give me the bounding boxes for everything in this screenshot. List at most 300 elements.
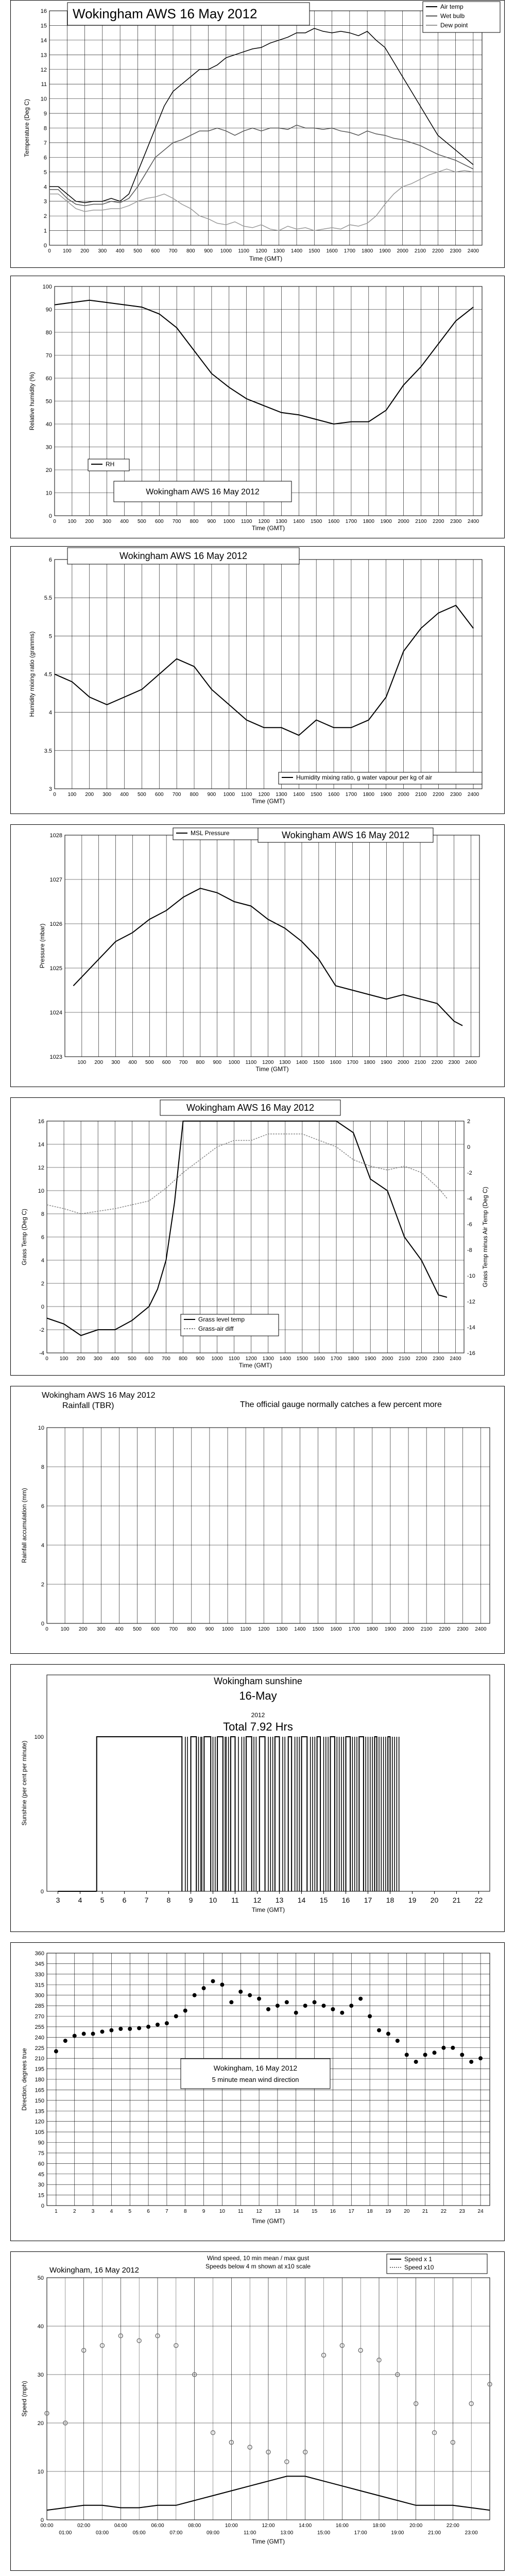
y-tick-label: 16	[38, 1118, 44, 1125]
x-tick-label: 2300	[450, 792, 462, 798]
x-tick-label: 500	[127, 1356, 136, 1362]
x-tick-label: 2200	[431, 1060, 443, 1065]
x-tick-label: 900	[196, 1356, 204, 1362]
x-axis-label: Time (GMT)	[255, 1065, 289, 1073]
x-tick-label: 1600	[328, 519, 340, 524]
pressure-chart-panel	[10, 824, 505, 1087]
y-tick-label: 195	[35, 2066, 44, 2073]
x-tick-label: 700	[169, 1626, 178, 1632]
y-right-tick-label: -10	[467, 1273, 475, 1279]
wind-speed-chart-panel	[10, 2251, 505, 2571]
x-tick-label: 1000	[228, 1060, 240, 1065]
y-tick-label: 1026	[49, 921, 62, 927]
y-right-axis-label: Grass Temp minus Air Temp (Deg C)	[482, 1187, 489, 1287]
y-tick-label: 5	[48, 633, 52, 640]
x-tick-label: 1000	[220, 248, 232, 254]
y-right-tick-label: -14	[467, 1325, 475, 1331]
x-tick-label: 400	[128, 1060, 137, 1065]
legend-entry: Grass-air diff	[198, 1325, 234, 1332]
y-tick-label: 5.5	[44, 595, 52, 602]
x-tick-label: 02:00	[77, 2523, 91, 2529]
x-tick-label: 1400	[296, 1060, 308, 1065]
y-tick-label: 180	[35, 2077, 44, 2083]
y-tick-label: 4	[48, 709, 52, 716]
chart-subtitle: Speeds below 4 m shown at x10 scale	[205, 2263, 311, 2270]
x-tick-label: 21:00	[427, 2530, 441, 2536]
x-tick-label: 0	[48, 248, 51, 254]
y-tick-label: 70	[45, 352, 52, 359]
x-tick-label: 4	[78, 1896, 82, 1904]
x-tick-label: 14:00	[299, 2523, 312, 2529]
y-tick-label: 14	[38, 1142, 44, 1148]
x-tick-label: 5	[128, 2209, 132, 2214]
data-point	[460, 2053, 464, 2057]
y-tick-label: 80	[45, 330, 52, 336]
x-tick-label: 700	[172, 792, 181, 798]
x-tick-label: 3	[91, 2209, 95, 2214]
x-tick-label: 1500	[296, 1356, 308, 1362]
y-tick-label: 14	[40, 37, 47, 44]
x-tick-label: 2100	[414, 1060, 426, 1065]
x-tick-label: 2200	[433, 792, 444, 798]
x-tick-label: 1100	[245, 1060, 257, 1065]
data-point	[118, 2027, 123, 2031]
x-tick-label: 700	[162, 1356, 170, 1362]
data-point	[405, 2053, 409, 2057]
x-tick-label: 1300	[276, 519, 287, 524]
y-axis-label: Relative humidity (%)	[28, 371, 36, 431]
x-tick-label: 13	[274, 2209, 281, 2214]
data-point	[469, 2060, 473, 2064]
x-tick-label: 17:00	[354, 2530, 367, 2536]
y-axis-label: Temperature (Deg C)	[23, 99, 30, 157]
x-tick-label: 2000	[382, 1356, 393, 1362]
y-tick-label: 100	[42, 284, 52, 290]
x-tick-label: 1800	[363, 519, 374, 524]
x-tick-label: 7	[144, 1896, 149, 1904]
y-tick-label: 40	[37, 2324, 44, 2330]
x-tick-label: 1700	[347, 1060, 358, 1065]
chart-title: Wokingham AWS 16 May 2012	[186, 1103, 315, 1113]
y-tick-label: 60	[45, 376, 52, 382]
chart-title: Wokingham AWS 16 May 2012	[119, 551, 248, 561]
data-point	[109, 2028, 113, 2032]
plot-area	[47, 1428, 490, 1623]
y-right-tick-label: -4	[467, 1196, 472, 1202]
data-point	[238, 1990, 243, 1994]
y-tick-label: 6	[43, 155, 47, 161]
x-tick-label: 5	[100, 1896, 105, 1904]
y-axis-label: Humidity mixing ratio (gramms)	[28, 631, 36, 717]
x-tick-label: 22	[440, 2209, 447, 2214]
x-tick-label: 1800	[347, 1356, 359, 1362]
x-tick-label: 20	[404, 2209, 410, 2214]
x-tick-label: 23:00	[465, 2530, 478, 2536]
x-axis-label: Time (GMT)	[251, 798, 285, 805]
x-tick-label: 2400	[467, 519, 479, 524]
y-tick-label: 165	[35, 2087, 44, 2094]
x-tick-label: 300	[102, 792, 111, 798]
chart-subtitle: 5 minute mean wind direction	[212, 2076, 299, 2083]
y-tick-label: 150	[35, 2097, 44, 2104]
y-tick-label: 10	[38, 1425, 44, 1431]
x-tick-label: 19	[385, 2209, 391, 2214]
title-box	[181, 2059, 330, 2089]
y-tick-label: 45	[38, 2171, 44, 2178]
x-tick-label: 200	[85, 792, 94, 798]
y-tick-label: 4.5	[44, 671, 52, 678]
x-tick-label: 1	[55, 2209, 58, 2214]
x-tick-label: 1200	[258, 792, 270, 798]
x-tick-label: 1700	[345, 519, 357, 524]
y-right-tick-label: -12	[467, 1299, 475, 1305]
y-tick-label: 6	[48, 557, 52, 563]
x-tick-label: 800	[190, 792, 199, 798]
x-tick-label: 600	[151, 1626, 160, 1632]
x-tick-label: 11:00	[244, 2530, 256, 2536]
x-tick-label: 1800	[362, 248, 373, 254]
x-tick-label: 2400	[475, 1626, 487, 1632]
y-axis-label: Direction, degrees true	[21, 2048, 28, 2111]
x-tick-label: 15:00	[317, 2530, 331, 2536]
x-tick-label: 1700	[344, 248, 355, 254]
chart-title: Wokingham AWS 16 May 2012	[281, 830, 410, 840]
x-tick-label: 14	[293, 2209, 299, 2214]
y-tick-label: 9	[43, 111, 47, 117]
y-tick-label: 20	[45, 467, 52, 473]
x-axis-label: Time (GMT)	[251, 524, 285, 532]
y-tick-label: 1025	[49, 965, 62, 972]
x-tick-label: 1100	[241, 792, 252, 798]
x-tick-label: 400	[115, 1626, 124, 1632]
y-tick-label: 0	[41, 2203, 44, 2209]
data-point	[174, 2014, 178, 2019]
data-point	[313, 2000, 317, 2004]
data-point	[146, 2025, 150, 2029]
y-tick-label: 10	[37, 2469, 44, 2475]
y-tick-label: 270	[35, 2013, 44, 2020]
data-point	[276, 2004, 280, 2008]
x-tick-label: 2300	[433, 1356, 444, 1362]
x-tick-label: 900	[207, 792, 216, 798]
x-tick-label: 400	[110, 1356, 119, 1362]
x-tick-label: 19	[408, 1896, 417, 1904]
y-tick-label: 4	[43, 184, 47, 191]
data-point	[285, 2000, 289, 2004]
chart-title: Wokingham AWS 16 May 2012	[42, 1391, 156, 1400]
y-tick-label: 0	[48, 513, 52, 519]
y-tick-label: 105	[35, 2129, 44, 2136]
x-tick-label: 2300	[450, 248, 461, 254]
x-tick-label: 1500	[311, 519, 322, 524]
y-tick-label: 90	[45, 307, 52, 313]
x-tick-label: 1600	[330, 1060, 341, 1065]
x-tick-label: 1300	[276, 1626, 288, 1632]
y-axis-label: Rainfall accumulation (mm)	[21, 1488, 28, 1563]
x-tick-label: 200	[94, 1060, 104, 1065]
y-tick-label: 0	[43, 243, 47, 249]
temperature-chart	[11, 1, 504, 267]
x-tick-label: 21	[452, 1896, 461, 1904]
x-tick-label: 1900	[379, 248, 391, 254]
data-point	[156, 2023, 160, 2027]
data-point	[100, 2029, 105, 2033]
x-tick-label: 1400	[294, 1626, 306, 1632]
x-tick-label: 2400	[465, 1060, 477, 1065]
x-tick-label: 12:00	[262, 2523, 275, 2529]
plot-area	[65, 835, 479, 1057]
x-axis-label: Time (GMT)	[249, 255, 283, 262]
y-tick-label: 2	[41, 1281, 44, 1287]
chart-year: 2012	[251, 1711, 265, 1719]
x-tick-label: 1700	[345, 792, 357, 798]
y-tick-label: 2	[43, 213, 47, 220]
x-tick-label: 2300	[448, 1060, 460, 1065]
x-tick-label: 1800	[366, 1626, 378, 1632]
wind-speed-chart	[11, 2252, 504, 2570]
x-tick-label: 500	[138, 792, 146, 798]
data-point	[441, 2046, 445, 2050]
data-point	[183, 2009, 187, 2013]
x-tick-label: 300	[102, 519, 111, 524]
x-tick-label: 1500	[308, 248, 320, 254]
data-point	[266, 2007, 270, 2011]
data-point	[73, 2034, 77, 2038]
x-tick-label: 700	[168, 248, 178, 254]
x-tick-label: 1100	[238, 248, 249, 254]
x-tick-label: 20	[430, 1896, 439, 1904]
y-tick-label: 10	[40, 96, 47, 103]
x-tick-label: 800	[179, 1356, 187, 1362]
x-tick-label: 800	[190, 519, 199, 524]
rainfall-chart	[11, 1386, 504, 1653]
x-tick-label: 500	[133, 248, 142, 254]
x-tick-label: 1700	[330, 1356, 342, 1362]
x-tick-label: 11	[238, 2209, 244, 2214]
sunshine-chart-panel	[10, 1664, 505, 1932]
x-tick-label: 100	[59, 1356, 68, 1362]
x-tick-label: 09:00	[206, 2530, 220, 2536]
x-tick-label: 700	[179, 1060, 188, 1065]
chart-annotation: The official gauge normally catches a few percent more	[240, 1400, 442, 1409]
x-tick-label: 2	[73, 2209, 76, 2214]
y-right-tick-label: -16	[467, 1350, 475, 1357]
x-tick-label: 01:00	[59, 2530, 72, 2536]
legend-entry: Grass level temp	[198, 1316, 245, 1323]
x-tick-label: 100	[77, 1060, 87, 1065]
x-tick-label: 10	[209, 1896, 217, 1904]
data-point	[248, 1993, 252, 1997]
grass-temp-chart-panel	[10, 1097, 505, 1376]
y-tick-label: 6	[41, 1234, 44, 1241]
chart-title: Wokingham sunshine	[214, 1676, 302, 1686]
y-tick-label: 1023	[49, 1054, 62, 1060]
x-tick-label: 1800	[363, 792, 374, 798]
x-tick-label: 14	[297, 1896, 306, 1904]
x-tick-label: 19:00	[391, 2530, 404, 2536]
x-tick-label: 00:00	[40, 2523, 54, 2529]
x-tick-label: 1600	[328, 792, 340, 798]
y-tick-label: 255	[35, 2024, 44, 2030]
x-tick-label: 2000	[398, 1060, 409, 1065]
y-tick-label: 15	[40, 23, 47, 29]
x-tick-label: 15	[319, 1896, 328, 1904]
legend-entry: MSL Pressure	[191, 829, 230, 837]
x-tick-label: 05:00	[132, 2530, 146, 2536]
y-tick-label: 13	[40, 52, 47, 59]
x-tick-label: 1500	[311, 792, 322, 798]
y-tick-label: 20	[37, 2420, 44, 2427]
data-point	[451, 2046, 455, 2050]
y-tick-label: 8	[41, 1211, 44, 1217]
x-tick-label: 1900	[380, 792, 392, 798]
x-tick-label: 2400	[467, 248, 479, 254]
x-tick-label: 16:00	[335, 2523, 349, 2529]
y-tick-label: 1024	[49, 1010, 62, 1016]
data-point	[229, 2000, 233, 2004]
y-tick-label: -2	[39, 1327, 44, 1333]
x-tick-label: 7	[165, 2209, 168, 2214]
x-tick-label: 3	[56, 1896, 60, 1904]
x-tick-label: 18:00	[372, 2523, 386, 2529]
mixing-ratio-chart	[11, 547, 504, 814]
y-tick-label: 16	[40, 8, 47, 14]
y-tick-label: 10	[45, 490, 52, 497]
y-tick-label: 0	[41, 1304, 44, 1310]
temperature-chart-panel	[10, 0, 505, 268]
y-tick-label: 330	[35, 1971, 44, 1978]
x-tick-label: 1900	[380, 519, 392, 524]
data-point	[82, 2032, 86, 2036]
x-tick-label: 1900	[381, 1060, 392, 1065]
x-tick-label: 2200	[433, 519, 444, 524]
x-tick-label: 1600	[330, 1626, 342, 1632]
y-right-tick-label: 0	[467, 1144, 471, 1150]
y-tick-label: 0	[40, 2517, 44, 2523]
data-point	[349, 2004, 353, 2008]
data-point	[165, 2021, 169, 2025]
y-tick-label: 240	[35, 2035, 44, 2041]
x-tick-label: 1500	[313, 1060, 324, 1065]
x-tick-label: 1200	[245, 1356, 257, 1362]
x-tick-label: 1100	[241, 519, 252, 524]
x-tick-label: 2000	[402, 1626, 415, 1632]
y-tick-label: 210	[35, 2056, 44, 2062]
x-tick-label: 300	[98, 248, 107, 254]
data-point	[358, 1996, 363, 2001]
y-right-tick-label: 2	[467, 1118, 471, 1125]
legend-entry: RH	[106, 461, 115, 468]
x-tick-label: 17	[364, 1896, 372, 1904]
x-tick-label: 2000	[398, 519, 409, 524]
y-axis-label: Sunshine (per cent per minute)	[21, 1740, 28, 1826]
y-tick-label: 12	[38, 1165, 44, 1171]
x-tick-label: 1200	[262, 1060, 274, 1065]
chart-title: Wind speed, 10 min mean / max gust	[207, 2255, 310, 2262]
y-tick-label: 30	[38, 2182, 44, 2189]
humidity-chart	[11, 276, 504, 538]
mixing-ratio-chart-panel	[10, 546, 505, 814]
x-tick-label: 22:00	[446, 2523, 459, 2529]
x-tick-label: 2100	[399, 1356, 410, 1362]
y-tick-label: 315	[35, 1982, 44, 1989]
x-tick-label: 600	[145, 1356, 153, 1362]
x-tick-label: 500	[145, 1060, 154, 1065]
sunshine-chart	[11, 1665, 504, 1931]
legend-box	[387, 2254, 487, 2274]
x-tick-label: 300	[93, 1356, 102, 1362]
x-tick-label: 600	[162, 1060, 171, 1065]
y-axis-label: Grass Temp (Deg C)	[21, 1209, 28, 1265]
x-tick-label: 2300	[457, 1626, 469, 1632]
x-tick-label: 1100	[228, 1356, 240, 1362]
x-tick-label: 2200	[432, 248, 444, 254]
x-tick-label: 24	[477, 2209, 484, 2214]
x-tick-label: 100	[67, 792, 77, 798]
y-tick-label: 3	[43, 198, 47, 205]
x-tick-label: 1600	[326, 248, 338, 254]
data-point	[433, 2050, 437, 2055]
x-axis-label: Time (GMT)	[251, 2217, 285, 2225]
data-point	[386, 2032, 390, 2036]
x-tick-label: 18	[367, 2209, 373, 2214]
x-tick-label: 2100	[421, 1626, 433, 1632]
x-tick-label: 900	[205, 1626, 214, 1632]
wind-direction-chart-panel	[10, 1942, 505, 2241]
y-tick-label: 8	[41, 1464, 44, 1470]
x-tick-label: 900	[213, 1060, 222, 1065]
data-point	[211, 1979, 215, 1983]
y-tick-label: 12	[40, 66, 47, 73]
data-point	[478, 2056, 483, 2060]
data-point	[414, 2060, 418, 2064]
x-tick-label: 2400	[450, 1356, 461, 1362]
y-tick-label: 1	[43, 228, 47, 234]
data-point	[368, 2014, 372, 2019]
x-tick-label: 0	[53, 792, 56, 798]
x-tick-label: 1400	[279, 1356, 291, 1362]
x-tick-label: 12	[256, 2209, 262, 2214]
x-tick-label: 800	[186, 248, 195, 254]
data-point	[220, 1982, 224, 1987]
x-tick-label: 8	[166, 1896, 171, 1904]
x-tick-label: 800	[196, 1060, 205, 1065]
y-tick-label: 40	[45, 421, 52, 428]
y-tick-label: 285	[35, 2003, 44, 2010]
x-tick-label: 1000	[223, 519, 235, 524]
y-tick-label: 4	[41, 1543, 44, 1549]
y-right-tick-label: -8	[467, 1247, 472, 1253]
data-point	[54, 2049, 58, 2054]
x-tick-label: 1200	[258, 1626, 270, 1632]
data-point	[396, 2039, 400, 2043]
y-tick-label: 4	[41, 1258, 44, 1264]
y-tick-label: 50	[37, 2275, 44, 2281]
x-tick-label: 400	[120, 519, 129, 524]
x-tick-label: 1700	[348, 1626, 360, 1632]
x-tick-label: 200	[76, 1356, 85, 1362]
y-tick-label: 135	[35, 2108, 44, 2115]
x-tick-label: 03:00	[95, 2530, 109, 2536]
x-tick-label: 2200	[439, 1626, 451, 1632]
x-tick-label: 22	[474, 1896, 483, 1904]
x-tick-label: 17	[348, 2209, 354, 2214]
y-tick-label: 300	[35, 1992, 44, 1999]
data-point	[137, 2026, 141, 2030]
x-tick-label: 1300	[279, 1060, 291, 1065]
x-tick-label: 20:00	[409, 2523, 423, 2529]
x-tick-label: 21	[422, 2209, 428, 2214]
